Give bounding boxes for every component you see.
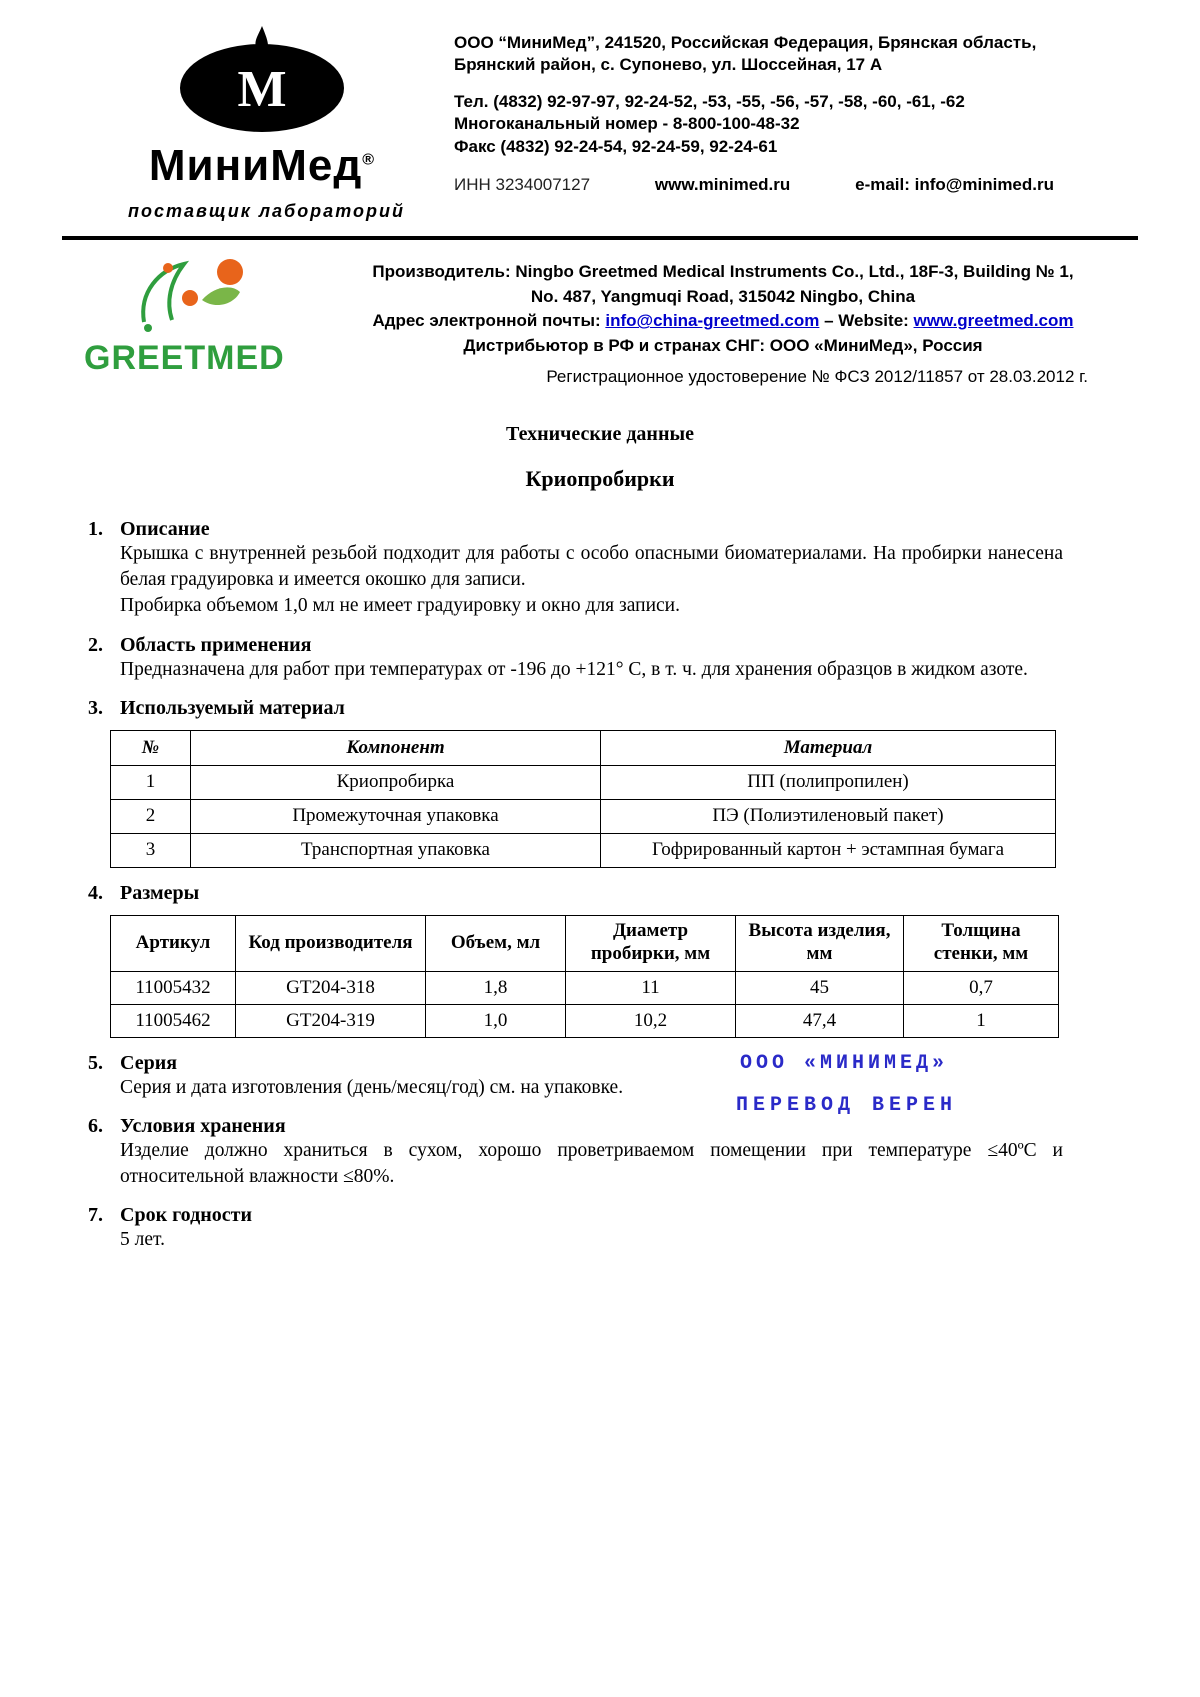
section-description xyxy=(88,518,1063,619)
document-subtitle: Криопробирки xyxy=(525,466,675,492)
paragraph: Серия и дата изготовления (день/месяц/год) см. на упаковке. xyxy=(120,1076,624,1098)
section-title: Область применения xyxy=(120,633,312,656)
section-number: 2. xyxy=(88,633,103,656)
producer-line-2: No. 487, Yangmuqi Road, 315042 Ningbo, China xyxy=(530,286,916,306)
translation-stamp xyxy=(736,1051,958,1117)
website-text: www.minimed.ru xyxy=(654,175,791,195)
multichannel-line: Многоканальный номер - 8-800-100-48-32 xyxy=(454,114,800,134)
paragraph: 5 лет. xyxy=(120,1229,165,1251)
cell-height: 47,4 xyxy=(736,1004,904,1037)
minimed-oval-flame-icon xyxy=(162,26,362,134)
col-header-wall: Толщина стенки, мм xyxy=(904,915,1059,971)
leaf-icon xyxy=(202,287,240,305)
section-heading xyxy=(88,634,1063,657)
table-header-row xyxy=(111,915,1059,971)
col-header-diameter: Диаметр пробирки, мм xyxy=(566,915,736,971)
section-title: Серия xyxy=(120,1051,178,1074)
stamp-verified-line: ПЕРЕВОД ВЕРЕН xyxy=(736,1093,958,1117)
section-title: Описание xyxy=(120,518,210,541)
document-body xyxy=(0,518,1200,1253)
cell-article: 11005462 xyxy=(111,1004,236,1037)
section-storage xyxy=(88,1115,1063,1190)
cell-height: 45 xyxy=(736,971,904,1004)
cell-volume: 1,8 xyxy=(426,971,566,1004)
orange-dot-small xyxy=(163,263,173,273)
paragraph: Крышка с внутренней резьбой подходит для работы с особо опасными биоматериалами. На пробирки нанесена белая градуировка и имеется окошко для записи. xyxy=(120,543,1063,591)
section-number: 4. xyxy=(88,881,103,904)
stamp-company-line: ООО «МИНИМЕД» xyxy=(740,1051,949,1075)
brand-text: МиниМед xyxy=(148,141,363,190)
section-series xyxy=(88,1051,1063,1117)
inn-web-email-row xyxy=(454,174,1054,196)
table-row xyxy=(111,971,1059,1004)
cell-material: ПП (полипропилен) xyxy=(601,765,1056,799)
section-heading xyxy=(88,697,1063,720)
cell-material: Гофрированный картон + эстампная бумага xyxy=(601,833,1056,867)
section-heading xyxy=(88,518,1063,541)
green-dot-small xyxy=(144,324,152,332)
email-text: e-mail: info@minimed.ru xyxy=(855,175,1054,195)
table-row xyxy=(111,1004,1059,1037)
paragraph: Предназначена для работ при температурах от -196 до +121° С, в т. ч. для хранения образцов в жидком азоте. xyxy=(120,658,1028,680)
cell-mfr-code: GT204-319 xyxy=(236,1004,426,1037)
cell-wall: 0,7 xyxy=(904,971,1059,1004)
section-title: Условия хранения xyxy=(120,1114,286,1137)
producer-block xyxy=(0,240,1200,389)
producer-email-link[interactable]: info@china-greetmed.com xyxy=(605,311,820,331)
section-number: 3. xyxy=(88,696,103,719)
spacer xyxy=(454,77,1054,91)
section-number: 6. xyxy=(88,1114,103,1137)
cell-component: Криопробирка xyxy=(191,765,601,799)
producer-website-link[interactable]: www.greetmed.com xyxy=(913,311,1074,331)
greetmed-wordmark: GREETMED xyxy=(84,339,285,377)
cell-mfr-code: GT204-318 xyxy=(236,971,426,1004)
cell-volume: 1,0 xyxy=(426,1004,566,1037)
distributor-line: Дистрибьютор в РФ и странах СНГ: ООО «МиниМед», Россия xyxy=(463,335,983,355)
table-header-row xyxy=(111,730,1056,765)
col-header-volume: Объем, мл xyxy=(426,915,566,971)
table-row xyxy=(111,833,1056,867)
cell-diameter: 10,2 xyxy=(566,1004,736,1037)
section-title: Размеры xyxy=(120,881,200,904)
section-material xyxy=(88,697,1063,868)
paragraph: Пробирка объемом 1,0 мл не имеет градуировку и окно для записи. xyxy=(120,595,680,617)
col-header-component: Компонент xyxy=(191,730,601,765)
phone-line: Тел. (4832) 92-97-97, 92-24-52, -53, -55, -56, -57, -58, -60, -61, -62 xyxy=(454,91,965,111)
cell-component: Транспортная упаковка xyxy=(191,833,601,867)
registration-line: Регистрационное удостоверение № ФСЗ 2012/11857 от 28.03.2012 г. xyxy=(546,366,1088,386)
col-header-mfr-code: Код производителя xyxy=(236,915,426,971)
leaf-arc-icon xyxy=(143,264,184,322)
fax-line: Факс (4832) 92-24-54, 92-24-59, 92-24-61 xyxy=(454,136,778,156)
section-sizes xyxy=(88,882,1063,1038)
producer-line-1: Производитель: Ningbo Greetmed Medical Instruments Co., Ltd., 18F-3, Building № 1, xyxy=(372,262,1074,281)
brand-name xyxy=(128,141,396,191)
cell-num: 1 xyxy=(111,765,191,799)
cell-num: 2 xyxy=(111,799,191,833)
address-line-1: ООО “МиниМед”, 241520, Российская Федерация, Брянская область, xyxy=(454,33,1037,52)
cell-num: 3 xyxy=(111,833,191,867)
section-heading xyxy=(88,1204,1063,1227)
section-number: 7. xyxy=(88,1204,103,1227)
section-heading xyxy=(88,882,1063,905)
orange-dot-medium xyxy=(182,290,198,306)
brand-tagline: поставщик лабораторий xyxy=(128,201,405,221)
cell-article: 11005432 xyxy=(111,971,236,1004)
section-title: Используемый материал xyxy=(120,696,345,719)
section-application xyxy=(88,634,1063,683)
cell-component: Промежуточная упаковка xyxy=(191,799,601,833)
greetmed-leaf-dots-icon xyxy=(84,252,294,340)
greetmed-logo xyxy=(84,252,322,389)
svg-text:М: М xyxy=(237,61,287,118)
table-row xyxy=(111,799,1056,833)
section-number: 1. xyxy=(88,518,103,541)
document-title: Технические данные xyxy=(506,423,694,446)
col-header-num: № xyxy=(111,730,191,765)
company-contacts xyxy=(454,26,1054,222)
website-label: – Website: xyxy=(819,311,914,331)
table-row xyxy=(111,765,1056,799)
producer-links-line xyxy=(358,309,1088,334)
cell-wall: 1 xyxy=(904,1004,1059,1037)
producer-info xyxy=(358,252,1088,389)
inn-value: ИНН 3234007127 xyxy=(454,175,591,195)
section-shelf-life xyxy=(88,1204,1063,1253)
email-label: Адрес электронной почты: xyxy=(372,311,606,331)
cell-diameter: 11 xyxy=(566,971,736,1004)
section-number: 5. xyxy=(88,1051,103,1074)
section-heading xyxy=(88,1115,1063,1138)
address-line-2: Брянский район, с. Супонево, ул. Шоссейная, 17 А xyxy=(454,55,883,75)
material-table xyxy=(110,730,1056,868)
orange-dot-large xyxy=(217,259,243,285)
col-header-height: Высота изделия, мм xyxy=(736,915,904,971)
sizes-table xyxy=(110,915,1059,1038)
minimed-logo xyxy=(128,26,405,222)
col-header-material: Материал xyxy=(601,730,1056,765)
section-title: Срок годности xyxy=(120,1204,252,1227)
paragraph: Изделие должно храниться в сухом, хорошо проветриваемом помещении при температуре ≤40ºС и относительной влажности ≤80%. xyxy=(120,1139,1063,1187)
letterhead xyxy=(0,0,1200,222)
cell-material: ПЭ (Полиэтиленовый пакет) xyxy=(601,799,1056,833)
col-header-article: Артикул xyxy=(111,915,236,971)
registered-mark: ® xyxy=(362,151,376,169)
